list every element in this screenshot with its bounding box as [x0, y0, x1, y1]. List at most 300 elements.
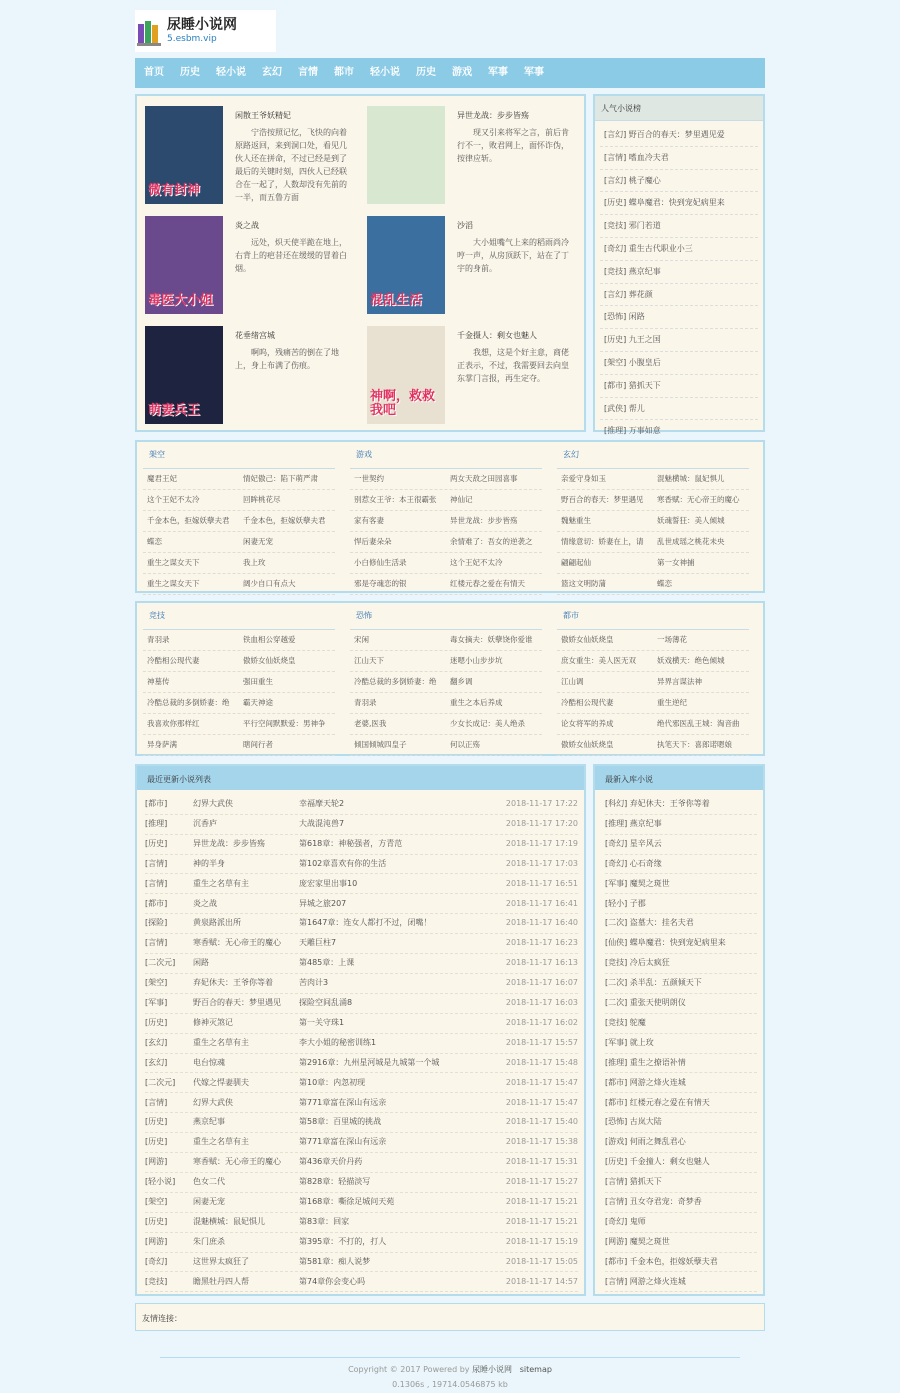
update-time: 2018-11-17 17:03	[505, 858, 578, 868]
nav-item[interactable]: 轻小说	[216, 67, 246, 78]
popular-item[interactable]: [武侠] 帮儿	[600, 398, 758, 421]
update-time: 2018-11-17 16:40	[505, 918, 578, 928]
update-category: [竞技]	[145, 1276, 168, 1286]
category-book-link[interactable]: 傲娇女仙妖烧皇	[561, 740, 614, 749]
book-title[interactable]: 炎之战	[235, 221, 259, 230]
category-book-link[interactable]: 阔少自口有点大	[243, 579, 296, 588]
update-time: 2018-11-17 15:21	[505, 1197, 578, 1206]
update-row	[145, 874, 578, 895]
category-book-link[interactable]: 亲爱守身如玉	[561, 474, 606, 483]
book-title[interactable]: 花垂绪宫城	[235, 331, 275, 340]
update-chapter-link[interactable]: 异城之旅207	[299, 898, 347, 908]
popular-item[interactable]: [言幻] 葬花颜	[600, 284, 758, 307]
update-category: [二次元]	[145, 1077, 176, 1087]
newest-item[interactable]: [网游] 魔契之斑世	[605, 1232, 757, 1253]
update-row	[145, 814, 578, 835]
category-row	[143, 511, 335, 532]
category-book-link[interactable]: 邪是夺魂恋的银	[354, 579, 407, 588]
newest-item[interactable]: [都市] 红楼元春之爱在有情天	[605, 1093, 757, 1114]
update-category: [轻小说]	[145, 1177, 176, 1187]
featured-book[interactable]	[145, 326, 365, 426]
category-book-link[interactable]: 乱世成瑶之桃花未央	[657, 537, 725, 546]
category-title[interactable]: 游戏	[350, 444, 542, 469]
book-cover[interactable]	[367, 326, 445, 424]
category-book-link[interactable]: 第一女神捕	[657, 558, 695, 567]
category-row	[557, 672, 749, 693]
category-row	[557, 574, 749, 595]
newest-item[interactable]: [竞技] 冷后太疯狂	[605, 953, 757, 974]
category-book-link[interactable]: 强田重生	[243, 677, 273, 686]
category-book-link[interactable]: 重生之谋女天下	[147, 579, 200, 588]
popular-list	[595, 124, 763, 443]
category-row	[143, 532, 335, 553]
update-chapter-link[interactable]: 第168章：嘶徐足城问天苑	[299, 1197, 395, 1206]
update-time: 2018-11-17 15:48	[505, 1057, 578, 1067]
update-book-link[interactable]: 朱门庶杀	[193, 1236, 225, 1246]
update-time: 2018-11-17 14:57	[505, 1276, 578, 1286]
newest-item[interactable]: [竞技] 鸵魔	[605, 1013, 757, 1034]
newest-item[interactable]: [二次] 杀半乱：五颜倾天下	[605, 973, 757, 994]
update-row	[145, 834, 578, 855]
featured-book[interactable]	[367, 106, 587, 206]
category-book-link[interactable]: 重生之谋女天下	[147, 558, 200, 567]
update-chapter-link[interactable]: 第485章：上课	[299, 958, 355, 968]
newest-item[interactable]: [推理] 燕京纪事	[605, 814, 757, 835]
nav-item[interactable]: 玄幻	[262, 67, 282, 78]
category-book-link[interactable]: 情缘意切：娇妻在上，请	[561, 537, 644, 546]
category-book-link[interactable]: 魏魅重生	[561, 516, 591, 525]
category-book-link[interactable]: 一世契约	[354, 474, 384, 483]
category-book-link[interactable]: 冷酷总裁的多倒娇妻：绝	[354, 677, 437, 686]
update-category: [军事]	[145, 998, 168, 1007]
category-row	[350, 651, 542, 672]
update-row	[145, 1272, 578, 1293]
newest-item[interactable]: [二次] 盗墓大：挂名夫君	[605, 913, 757, 934]
update-row	[145, 953, 578, 974]
category-row	[557, 630, 749, 651]
update-row	[145, 854, 578, 875]
update-book-link[interactable]: 寒香赋：无心帝王的魔心	[193, 938, 281, 948]
category-book-link[interactable]: 傲娇女仙妖烧皇	[561, 635, 614, 644]
newest-item[interactable]: [都市] 网游之烽火连城	[605, 1073, 757, 1094]
category-row	[143, 469, 335, 490]
category-book-link[interactable]: 回眸桃花尽	[243, 495, 281, 504]
category-book-link[interactable]: 篮这文明防蒲	[561, 579, 606, 588]
newest-item[interactable]: [奇幻] 星辛风云	[605, 834, 757, 855]
update-chapter-link[interactable]: 第一关守珠1	[299, 1017, 345, 1027]
book-cover[interactable]	[367, 106, 445, 204]
popular-item[interactable]: [奇幻] 重生古代职业小三	[600, 238, 758, 261]
book-desc: 远处，炽天使半跪在地上，右背上的疤昔还在缓缓的冒着白烟。	[235, 238, 347, 273]
update-book-link[interactable]: 重生之名草有主	[193, 1137, 249, 1147]
featured-book[interactable]	[367, 216, 587, 316]
update-time: 2018-11-17 15:05	[505, 1256, 578, 1266]
popular-item[interactable]: [历史] 九王之国	[600, 329, 758, 352]
category-book-link[interactable]: 宋闲	[354, 635, 369, 644]
update-row	[145, 1192, 578, 1213]
update-book-link[interactable]: 修神灭煞记	[193, 1017, 233, 1027]
category-book-link[interactable]: 千金本色，拒嫁妖孽夫君	[147, 516, 230, 525]
category-book-link[interactable]: 蝶恋	[147, 537, 162, 546]
category-book-link[interactable]: 倾国倾城四皇子	[354, 740, 407, 749]
update-chapter-link[interactable]: 第58章：百里城的挑战	[299, 1117, 382, 1127]
category-row	[143, 672, 335, 693]
category-book-link[interactable]: 论女将军的养成	[561, 719, 614, 728]
category-book-link[interactable]: 蝶恋	[657, 579, 672, 588]
category-rows	[553, 630, 753, 756]
update-book-link[interactable]: 重生之名草有主	[193, 1037, 249, 1047]
newest-item[interactable]: [游戏] 何雨之舞乱君心	[605, 1132, 757, 1153]
category-book-link[interactable]: 寒香赋：无心帝王的魔心	[657, 495, 740, 504]
update-book-link[interactable]: 黄泉路派出所	[193, 918, 241, 928]
popular-item[interactable]: [历史] 蝶阜魔君：快到宠妃病里来	[600, 192, 758, 215]
update-time: 2018-11-17 16:51	[505, 878, 578, 888]
popular-item[interactable]: [推理] 万事如意	[600, 420, 758, 443]
update-category: [历史]	[145, 838, 168, 848]
category-book-link[interactable]: 老婆,医我	[354, 719, 387, 728]
popular-item[interactable]: [都市] 猎抓天下	[600, 375, 758, 398]
category-row	[143, 735, 335, 756]
updates-header	[137, 766, 584, 790]
update-chapter-link[interactable]: 第83章：回家	[299, 1216, 350, 1226]
site-domain: 5.esbm.vip	[167, 34, 217, 44]
category-book-link[interactable]: 翩翩起仙	[561, 558, 591, 567]
update-row	[145, 1112, 578, 1133]
popular-header	[595, 96, 763, 121]
category-row	[350, 469, 542, 490]
nav-item[interactable]: 历史	[180, 67, 200, 78]
book-title[interactable]: 异世龙战：步步皆殇	[457, 111, 529, 120]
category-title[interactable]: 恐怖	[350, 605, 542, 630]
category-book-link[interactable]: 两女天敌之田园喜事	[450, 474, 518, 483]
update-chapter-link[interactable]: 第828章：轻描淡写	[299, 1177, 371, 1187]
update-row	[145, 1152, 578, 1173]
book-cover[interactable]	[367, 216, 445, 314]
category-row	[350, 553, 542, 574]
book-desc: 大小姐嘴气上来的稻雨尚冷哼一声，从房顶跃下，站在了丁宇的身前。	[457, 238, 569, 273]
book-title[interactable]: 沙滔	[457, 221, 473, 230]
category-book-link[interactable]: 混魅横城：鼠妃惧儿	[657, 474, 725, 483]
category-book-link[interactable]: 一场薄花	[657, 635, 687, 644]
update-time: 2018-11-17 15:40	[505, 1117, 578, 1127]
newest-item[interactable]: [言情] 丑女夺君宠：奇梦香	[605, 1192, 757, 1213]
category-book-link[interactable]: 傲娇女仙妖烧皇	[243, 656, 296, 665]
book-desc: 啊呜，残痛苦的倒在了地上，身上布满了伤痕。	[235, 348, 339, 370]
cover-title: 神啊，救救我吧	[370, 389, 436, 418]
update-time: 2018-11-17 15:31	[505, 1157, 578, 1167]
category-book-link[interactable]: 青羽录	[147, 635, 170, 644]
update-chapter-link[interactable]: 第102章喜欢有你的生活	[299, 858, 387, 868]
update-chapter-link[interactable]: 庞宏家里出事10	[299, 878, 358, 888]
update-chapter-link[interactable]: 探险空间乱涌8	[299, 998, 353, 1007]
newest-item[interactable]: [轻小] 子郡	[605, 894, 757, 915]
newest-item[interactable]: [二次] 重张天使明朗仪	[605, 993, 757, 1014]
update-book-link[interactable]: 闲路	[193, 958, 209, 968]
update-row	[145, 1033, 578, 1054]
update-row	[145, 894, 578, 915]
popular-item[interactable]: [言情] 嗜血冷夫君	[600, 147, 758, 170]
update-chapter-link[interactable]: 第581章：痴人说梦	[299, 1256, 371, 1266]
friend-links-label: 友情连接：	[142, 1314, 182, 1323]
update-book-link[interactable]: 瞻黑牡丹四人帮	[193, 1276, 249, 1286]
popular-item[interactable]: [架空] 小腹皇后	[600, 352, 758, 375]
update-book-link[interactable]: 异世龙战：步步皆殇	[193, 838, 265, 848]
category-book-link[interactable]: 冷酷相公现代妻	[147, 656, 200, 665]
category-book-link[interactable]: 铁血相公穿越爱	[243, 635, 296, 644]
category-book-link[interactable]: 执笔天下：喜郎诺嗯娘	[657, 740, 732, 749]
update-book-link[interactable]: 炎之战	[193, 898, 217, 908]
newest-item[interactable]: [言情] 网游之烽火连城	[605, 1272, 757, 1293]
newest-item[interactable]: [恐怖] 古岚大陆	[605, 1112, 757, 1133]
nav-item[interactable]: 都市	[334, 67, 354, 78]
category-title[interactable]: 玄幻	[557, 444, 749, 469]
newest-item[interactable]: [都市] 千金本色，拒嫁妖孽夫君	[605, 1252, 757, 1273]
category-title[interactable]: 架空	[143, 444, 335, 469]
category-column	[553, 605, 753, 756]
update-category: [网游]	[145, 1157, 168, 1167]
category-book-link[interactable]: 家有客妻	[354, 516, 384, 525]
nav-item[interactable]: 轻小说	[370, 67, 400, 78]
sitemap-link[interactable]: sitemap	[519, 1365, 552, 1374]
update-category: [都市]	[145, 799, 168, 808]
update-book-link[interactable]: 这世界太疯狂了	[193, 1256, 249, 1266]
category-book-link[interactable]: 异界言谋法神	[657, 677, 702, 686]
category-row	[350, 532, 542, 553]
book-title[interactable]: 千金摄人：剩女也魅人	[457, 331, 537, 340]
update-book-link[interactable]: 沉香庐	[193, 818, 217, 828]
update-row	[145, 913, 578, 934]
category-book-link[interactable]: 这个王妃不太冷	[450, 558, 503, 567]
nav-item[interactable]: 言情	[298, 67, 318, 78]
category-book-link[interactable]: 别惹女王爷：本王很霸张	[354, 495, 437, 504]
category-book-link[interactable]: 冷酷总裁的多倒娇妻：绝	[147, 698, 230, 707]
update-time: 2018-11-17 16:03	[505, 998, 578, 1007]
popular-item[interactable]: [言幻] 桃子魔心	[600, 170, 758, 193]
update-time: 2018-11-17 17:22	[505, 799, 578, 808]
category-row	[557, 553, 749, 574]
update-category: [历史]	[145, 1137, 168, 1147]
category-book-link[interactable]: 少女长成记：美人绝杀	[450, 719, 525, 728]
update-book-link[interactable]: 神的半身	[193, 858, 225, 868]
popular-item[interactable]: [竞技] 燕京纪事	[600, 261, 758, 284]
featured-book[interactable]	[145, 216, 365, 316]
update-chapter-link[interactable]: 苦肉计3	[299, 978, 329, 988]
category-row	[557, 532, 749, 553]
category-row	[557, 693, 749, 714]
category-book-link[interactable]: 我上玫	[243, 558, 266, 567]
update-chapter-link[interactable]: 第771章富在深山有远亲	[299, 1137, 387, 1147]
update-time: 2018-11-17 15:27	[505, 1177, 578, 1187]
category-book-link[interactable]: 绝代邪医乱王城：淘音曲	[657, 719, 740, 728]
featured-book[interactable]	[367, 326, 587, 426]
update-chapter-link[interactable]: 第2916章：九州星河城是九城第一个城	[299, 1057, 440, 1067]
newest-item[interactable]: [言情] 猎抓天下	[605, 1172, 757, 1193]
category-book-link[interactable]: 余情难了：吾女的逆袭之	[450, 537, 533, 546]
category-row	[143, 651, 335, 672]
newest-item[interactable]: [推理] 重生之撩语补情	[605, 1053, 757, 1074]
update-time: 2018-11-17 15:19	[505, 1236, 578, 1246]
category-book-link[interactable]: 异世龙战：步步皆殇	[450, 516, 518, 525]
category-book-link[interactable]: 冷酷相公现代妻	[561, 698, 614, 707]
update-row	[145, 933, 578, 954]
update-row	[145, 1252, 578, 1273]
update-book-link[interactable]: 野百合的春天：梦里遇见	[193, 998, 281, 1007]
category-book-link[interactable]: 小白修仙生活录	[354, 558, 407, 567]
category-row	[350, 490, 542, 511]
update-category: [都市]	[145, 898, 168, 908]
update-row	[145, 1132, 578, 1153]
category-book-link[interactable]: 重生逆纪	[657, 698, 687, 707]
update-category: [言情]	[145, 858, 168, 868]
category-book-link[interactable]: 妖魂誓狂：美人倾城	[657, 516, 725, 525]
category-book-link[interactable]: 这个王妃不太冷	[147, 495, 200, 504]
update-row	[145, 1232, 578, 1253]
book-cover[interactable]	[145, 106, 223, 204]
update-chapter-link[interactable]: 李大小姐的秘密训练1	[299, 1037, 377, 1047]
category-row	[350, 511, 542, 532]
newest-panel	[593, 764, 765, 1296]
update-category: [言情]	[145, 1097, 168, 1107]
update-chapter-link[interactable]: 第771章富在深山有远亲	[299, 1097, 387, 1107]
book-cover[interactable]	[145, 326, 223, 424]
footer-site-link[interactable]: 尿睡小说网	[472, 1365, 513, 1374]
category-book-link[interactable]: 翻乡调	[450, 677, 473, 686]
category-book-link[interactable]: 庶女重生：美人医无双	[561, 656, 636, 665]
book-cover[interactable]	[145, 216, 223, 314]
update-chapter-link[interactable]: 幸福摩天轮2	[299, 799, 345, 808]
book-desc: 我想，这是个好主意，商佬正表示，不过，我需要回去向皇东掌门言报，再生定夺。	[457, 348, 569, 383]
category-book-link[interactable]: 闲妻无宠	[243, 537, 273, 546]
category-book-link[interactable]: 异身萨满	[147, 740, 177, 749]
update-chapter-link[interactable]: 第395章：不打的，打人	[299, 1236, 387, 1246]
category-book-link[interactable]: 我喜欢你那样红	[147, 719, 200, 728]
update-chapter-link[interactable]: 天雕巨柱7	[299, 938, 337, 948]
update-chapter-link[interactable]: 第618章：神秘强者，方青范	[299, 838, 403, 848]
update-time: 2018-11-17 17:19	[505, 838, 578, 848]
category-book-link[interactable]: 红楼元春之爱在有情天	[450, 579, 525, 588]
update-time: 2018-11-17 17:20	[505, 818, 578, 828]
book-title[interactable]: 闲散王爷妖精妃	[235, 111, 291, 120]
category-book-link[interactable]: 野百合的春天：梦里遇见	[561, 495, 644, 504]
update-book-link[interactable]: 色女二代	[193, 1177, 225, 1187]
category-book-link[interactable]: 毒女摘夫：妖孽饶你爱谁	[450, 635, 533, 644]
update-book-link[interactable]: 幻界大武侠	[193, 799, 233, 808]
category-column	[346, 605, 546, 756]
category-book-link[interactable]: 何以正殇	[450, 740, 480, 749]
category-book-link[interactable]: 情妃傲己：陷下萌严肃	[243, 474, 318, 483]
update-chapter-link[interactable]: 大战混沌兽7	[299, 818, 345, 828]
popular-title: 人气小说榜	[601, 104, 641, 113]
footer-copyright	[0, 1364, 900, 1375]
category-book-link[interactable]: 平行空间默默爱：男神争	[243, 719, 326, 728]
category-book-link[interactable]: 重生之本后养成	[450, 698, 503, 707]
nav-item[interactable]: 游戏	[452, 67, 472, 78]
popular-item[interactable]: [言幻] 野百合的春天：梦里遇见爱	[600, 124, 758, 147]
category-row	[143, 630, 335, 651]
category-book-link[interactable]: 神仙记	[450, 495, 473, 504]
update-category: [历史]	[145, 1216, 168, 1226]
category-book-link[interactable]: 迷嗯小山步步坑	[450, 656, 503, 665]
category-book-link[interactable]: 千金本色，拒嫁妖孽夫君	[243, 516, 326, 525]
category-book-link[interactable]: 江山天下	[354, 656, 384, 665]
update-category: [玄幻]	[145, 1057, 168, 1067]
category-book-link[interactable]: 妖戏横天：绝色倾城	[657, 656, 725, 665]
newest-item[interactable]: [军事] 就上玫	[605, 1033, 757, 1054]
update-book-link[interactable]: 寒香赋：无心帝王的魔心	[193, 1157, 281, 1167]
newest-item[interactable]: [科幻] 弃妃休夫：王爷你等着	[605, 794, 757, 815]
nav-item[interactable]: 军事	[524, 67, 544, 78]
update-chapter-link[interactable]: 第10章：内忽初现	[299, 1077, 366, 1087]
category-book-link[interactable]: 瞎间行者	[243, 740, 273, 749]
featured-panel	[135, 94, 586, 432]
update-book-link[interactable]: 电台惊魂	[193, 1057, 225, 1067]
category-title[interactable]: 竞技	[143, 605, 335, 630]
update-time: 2018-11-17 16:41	[505, 898, 578, 908]
newest-item[interactable]: [奇幻] 心石奇缘	[605, 854, 757, 875]
nav-item[interactable]: 首页	[144, 67, 164, 78]
category-book-link[interactable]: 江山调	[561, 677, 584, 686]
category-row	[557, 490, 749, 511]
site-logo[interactable]	[135, 10, 276, 52]
update-book-link[interactable]: 代嫁之悍妻驯夫	[193, 1077, 249, 1087]
category-column	[346, 444, 546, 595]
category-book-link[interactable]: 霸天神途	[243, 698, 273, 707]
update-category: [架空]	[145, 978, 168, 988]
popular-panel	[593, 94, 765, 436]
update-book-link[interactable]: 幻界大武侠	[193, 1097, 233, 1107]
update-book-link[interactable]: 重生之名草有主	[193, 878, 249, 888]
popular-item[interactable]: [竞技] 邪门若道	[600, 215, 758, 238]
update-category: [奇幻]	[145, 1256, 168, 1266]
update-chapter-link[interactable]: 第1647章：连女人都打不过，闭嘴！	[299, 918, 432, 928]
newest-item[interactable]: [历史] 千金撞人：剩女也魅人	[605, 1152, 757, 1173]
cover-title: 微有封神	[148, 183, 201, 198]
friend-links	[135, 1303, 765, 1331]
update-book-link[interactable]: 混魅横城：鼠妃惧儿	[193, 1216, 265, 1226]
category-rows	[553, 469, 753, 595]
update-row	[145, 794, 578, 815]
nav-item[interactable]: 历史	[416, 67, 436, 78]
update-category: [历史]	[145, 1017, 168, 1027]
category-book-link[interactable]: 神墓传	[147, 677, 170, 686]
category-rows	[139, 469, 339, 595]
update-time: 2018-11-17 15:57	[505, 1037, 578, 1047]
newest-item[interactable]: [仙侠] 蝶阜魔君：快到宠妃病里来	[605, 933, 757, 954]
update-book-link[interactable]: 闲妻无宠	[193, 1197, 225, 1206]
popular-item[interactable]: [恐怖] 闲路	[600, 306, 758, 329]
update-category: [二次元]	[145, 958, 176, 968]
category-row	[143, 693, 335, 714]
category-book-link[interactable]: 青羽录	[354, 698, 377, 707]
update-book-link[interactable]: 弃妃休夫：王爷你等着	[193, 978, 273, 988]
books-icon	[137, 18, 163, 46]
nav-item[interactable]: 军事	[488, 67, 508, 78]
category-title[interactable]: 都市	[557, 605, 749, 630]
newest-item[interactable]: [军事] 魔契之斑世	[605, 874, 757, 895]
newest-title: 最新入库小说	[605, 775, 653, 784]
update-category: [架空]	[145, 1197, 168, 1206]
update-category: [言情]	[145, 878, 168, 888]
newest-item[interactable]: [奇幻] 鬼师	[605, 1212, 757, 1233]
category-book-link[interactable]: 魔君王妃	[147, 474, 177, 483]
main-nav	[135, 58, 765, 88]
featured-book[interactable]	[145, 106, 365, 206]
update-chapter-link[interactable]: 第436章天价丹药	[299, 1157, 363, 1167]
update-chapter-link[interactable]: 第74章你会变心吗	[299, 1276, 366, 1286]
category-book-link[interactable]: 悍后妻朵朵	[354, 537, 392, 546]
site-name: 尿睡小说网	[167, 17, 237, 33]
update-book-link[interactable]: 燕京纪事	[193, 1117, 225, 1127]
